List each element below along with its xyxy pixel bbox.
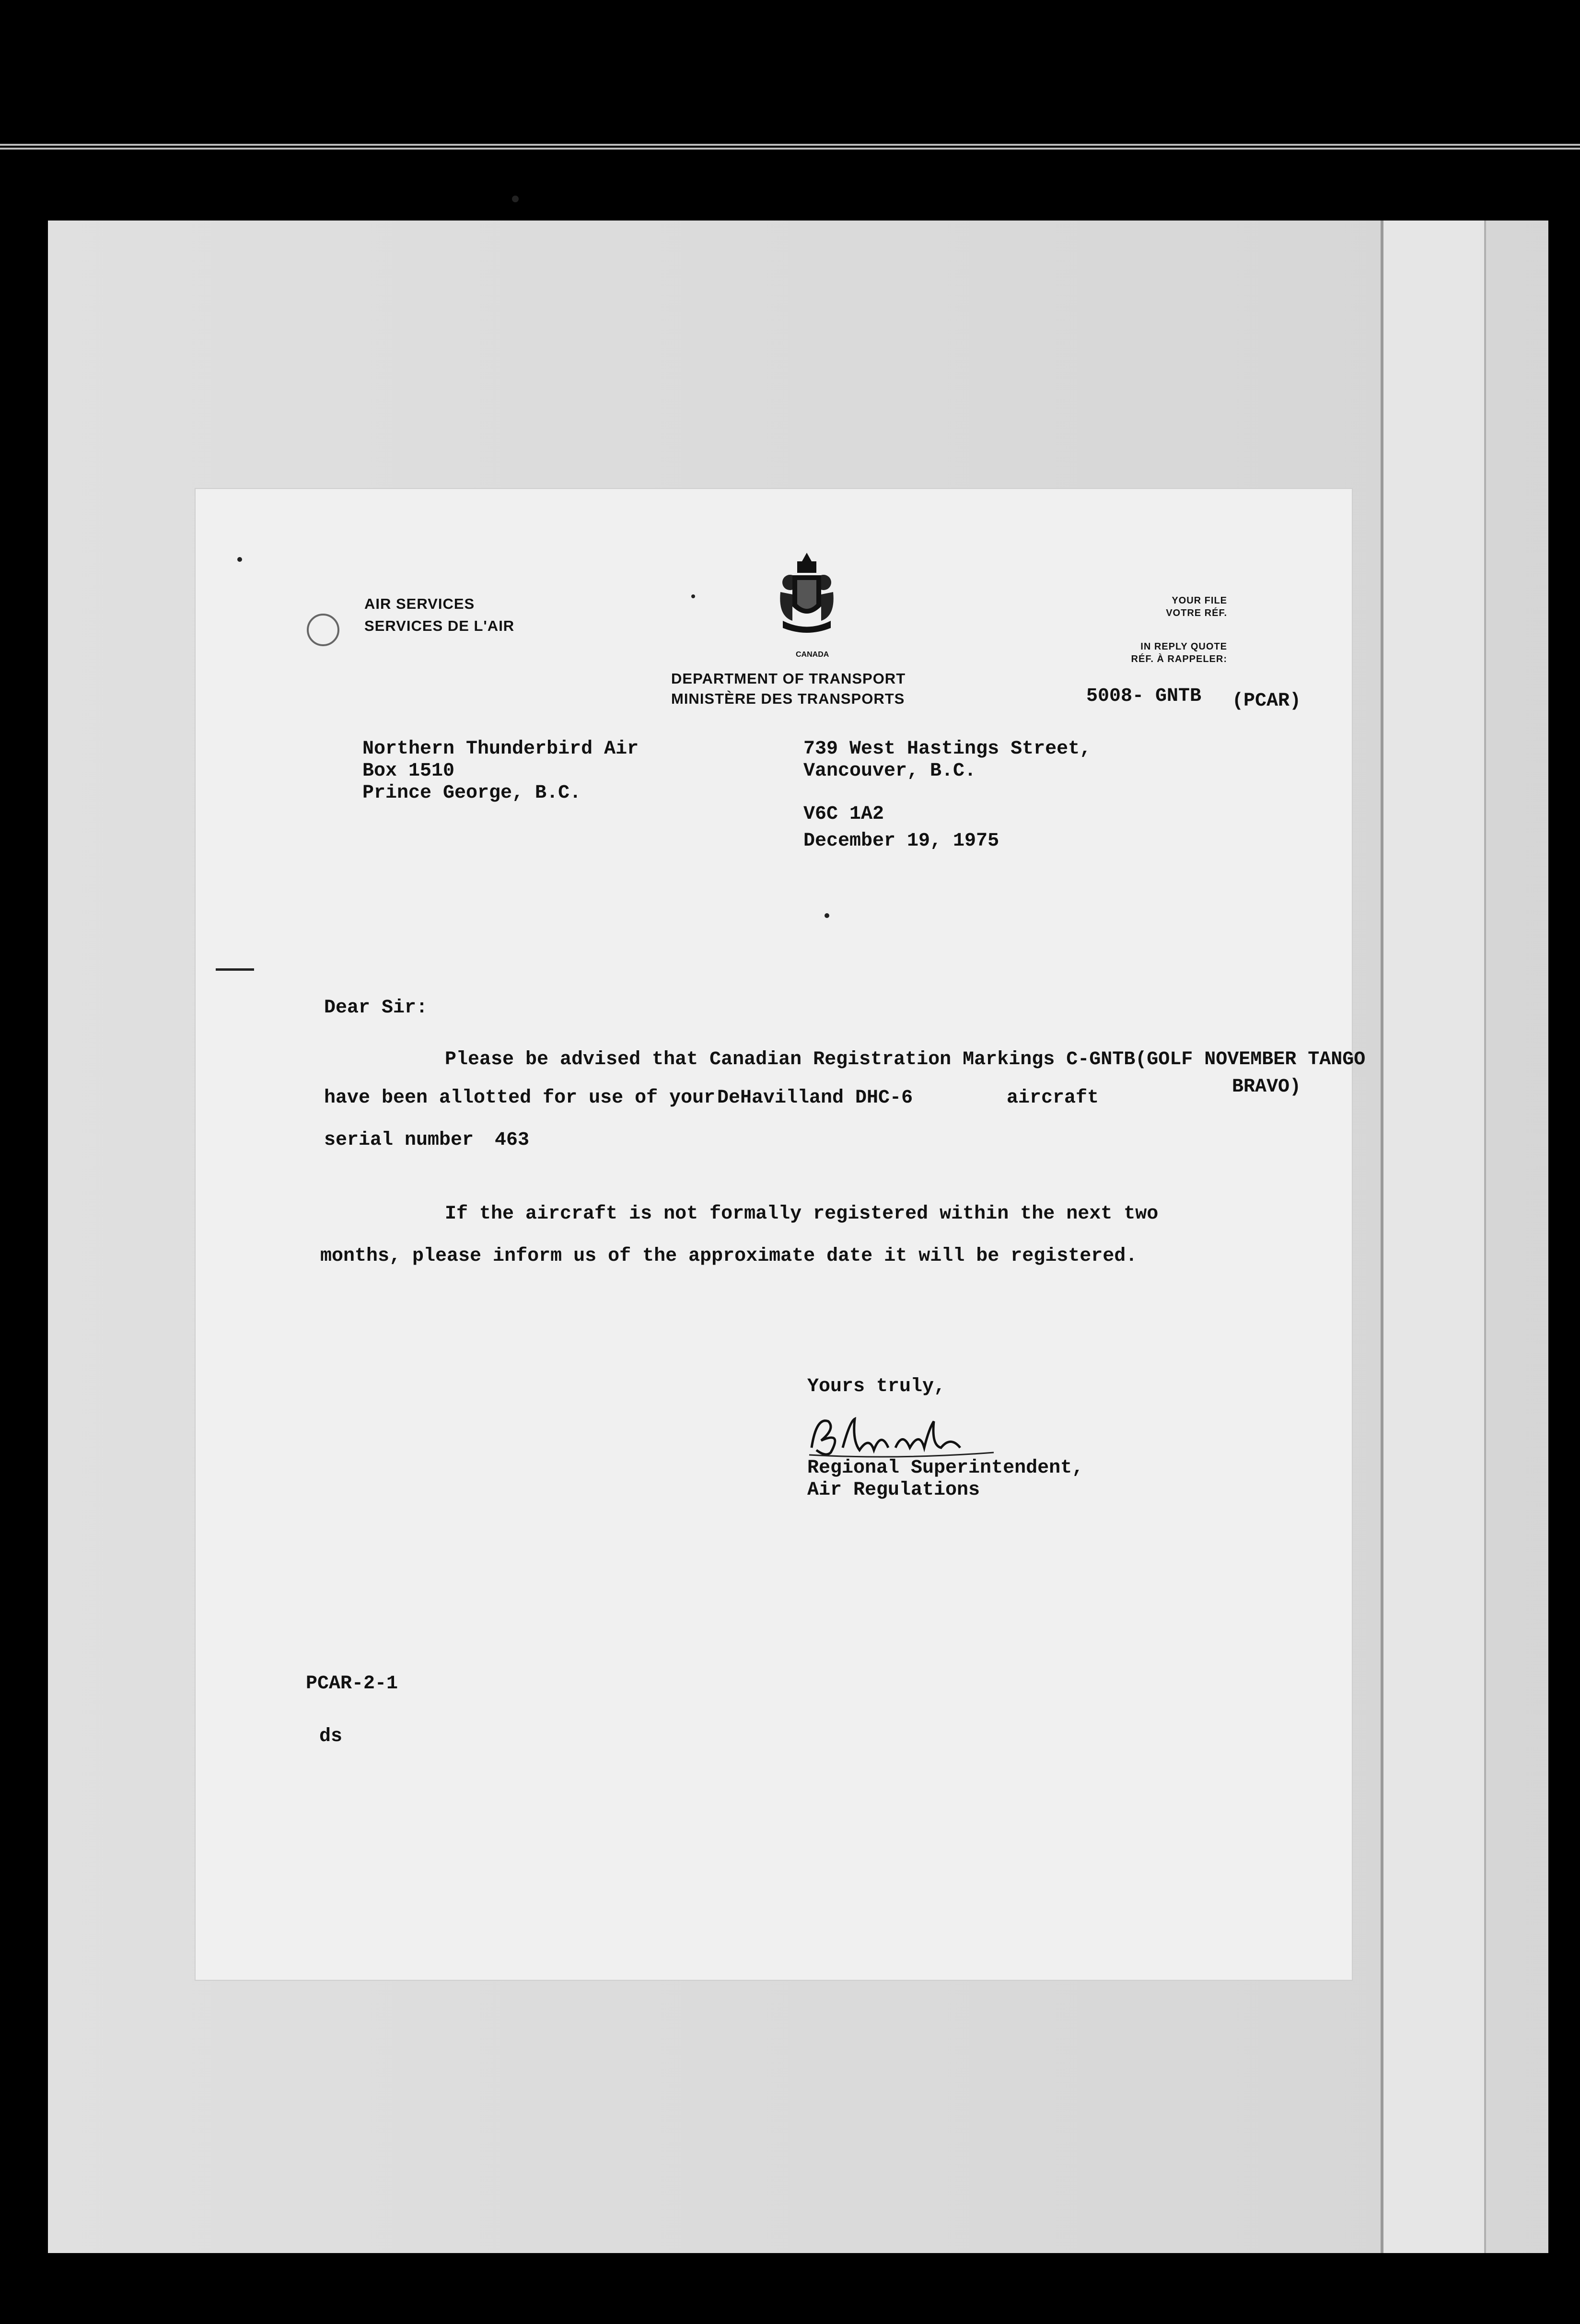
recipient-name: Northern Thunderbird Air (362, 738, 639, 760)
header-dept-en: DEPARTMENT OF TRANSPORT (671, 670, 906, 687)
file-reference: 5008- GNTB (1086, 686, 1202, 707)
body-para1-line2-start: have been allotted for use of your (324, 1087, 716, 1109)
speck (237, 557, 242, 562)
salutation: Dear Sir: (324, 997, 428, 1019)
film-edge-top (0, 144, 1580, 146)
reply-quote-label-fr: RÉF. À RAPPELER: (1131, 654, 1227, 664)
body-para1-line1: Please be advised that Canadian Registration Markings C-GNTB(GOLF NOVEMBER TANGO (445, 1049, 1366, 1070)
header-service-en: AIR SERVICES (364, 595, 475, 612)
your-file-label-fr: VOTRE RÉF. (1166, 608, 1227, 618)
crest-caption: CANADA (796, 651, 829, 659)
typist-initials: ds (319, 1726, 343, 1747)
film-edge-top-2 (0, 148, 1580, 150)
header-service-fr: SERVICES DE L'AIR (364, 617, 515, 634)
reply-quote-label-en: IN REPLY QUOTE (1140, 641, 1227, 652)
your-file-label-en: YOUR FILE (1172, 595, 1227, 606)
signatory-title-line1: Regional Superintendent, (807, 1457, 1084, 1479)
body-para2-line1: If the aircraft is not formally registered within the next two (445, 1203, 1159, 1225)
sender-city: Vancouver, B.C. (803, 760, 976, 782)
signatory-title-line2: Air Regulations (807, 1479, 980, 1501)
backing-sheet-edge (1381, 221, 1486, 2253)
recipient-box: Box 1510 (362, 760, 455, 782)
header-dept-fr: MINISTÈRE DES TRANSPORTS (671, 690, 905, 707)
canada-coat-of-arms-icon (771, 549, 843, 650)
aircraft-serial-number: 463 (495, 1129, 530, 1151)
sender-street: 739 West Hastings Street, (803, 738, 1092, 760)
file-reference-suffix: (PCAR) (1232, 690, 1301, 712)
margin-mark (216, 968, 254, 971)
body-para1-bravo: BRAVO) (1232, 1076, 1301, 1098)
body-para1-line2-end: aircraft (1007, 1087, 1099, 1109)
speck (512, 196, 519, 202)
punch-hole (307, 614, 339, 646)
recipient-city: Prince George, B.C. (362, 782, 581, 804)
aircraft-type: DeHavilland DHC-6 (717, 1087, 913, 1109)
valediction: Yours truly, (807, 1376, 946, 1397)
speck (825, 913, 829, 918)
letter-date: December 19, 1975 (803, 830, 999, 852)
sender-postal-code: V6C 1A2 (803, 803, 884, 825)
body-para1-line3: serial number (324, 1129, 474, 1151)
footer-reference: PCAR-2-1 (306, 1673, 398, 1695)
speck (691, 594, 695, 598)
letter-page (196, 489, 1366, 1980)
body-para2-line2: months, please inform us of the approximate date it will be registered. (320, 1245, 1138, 1267)
